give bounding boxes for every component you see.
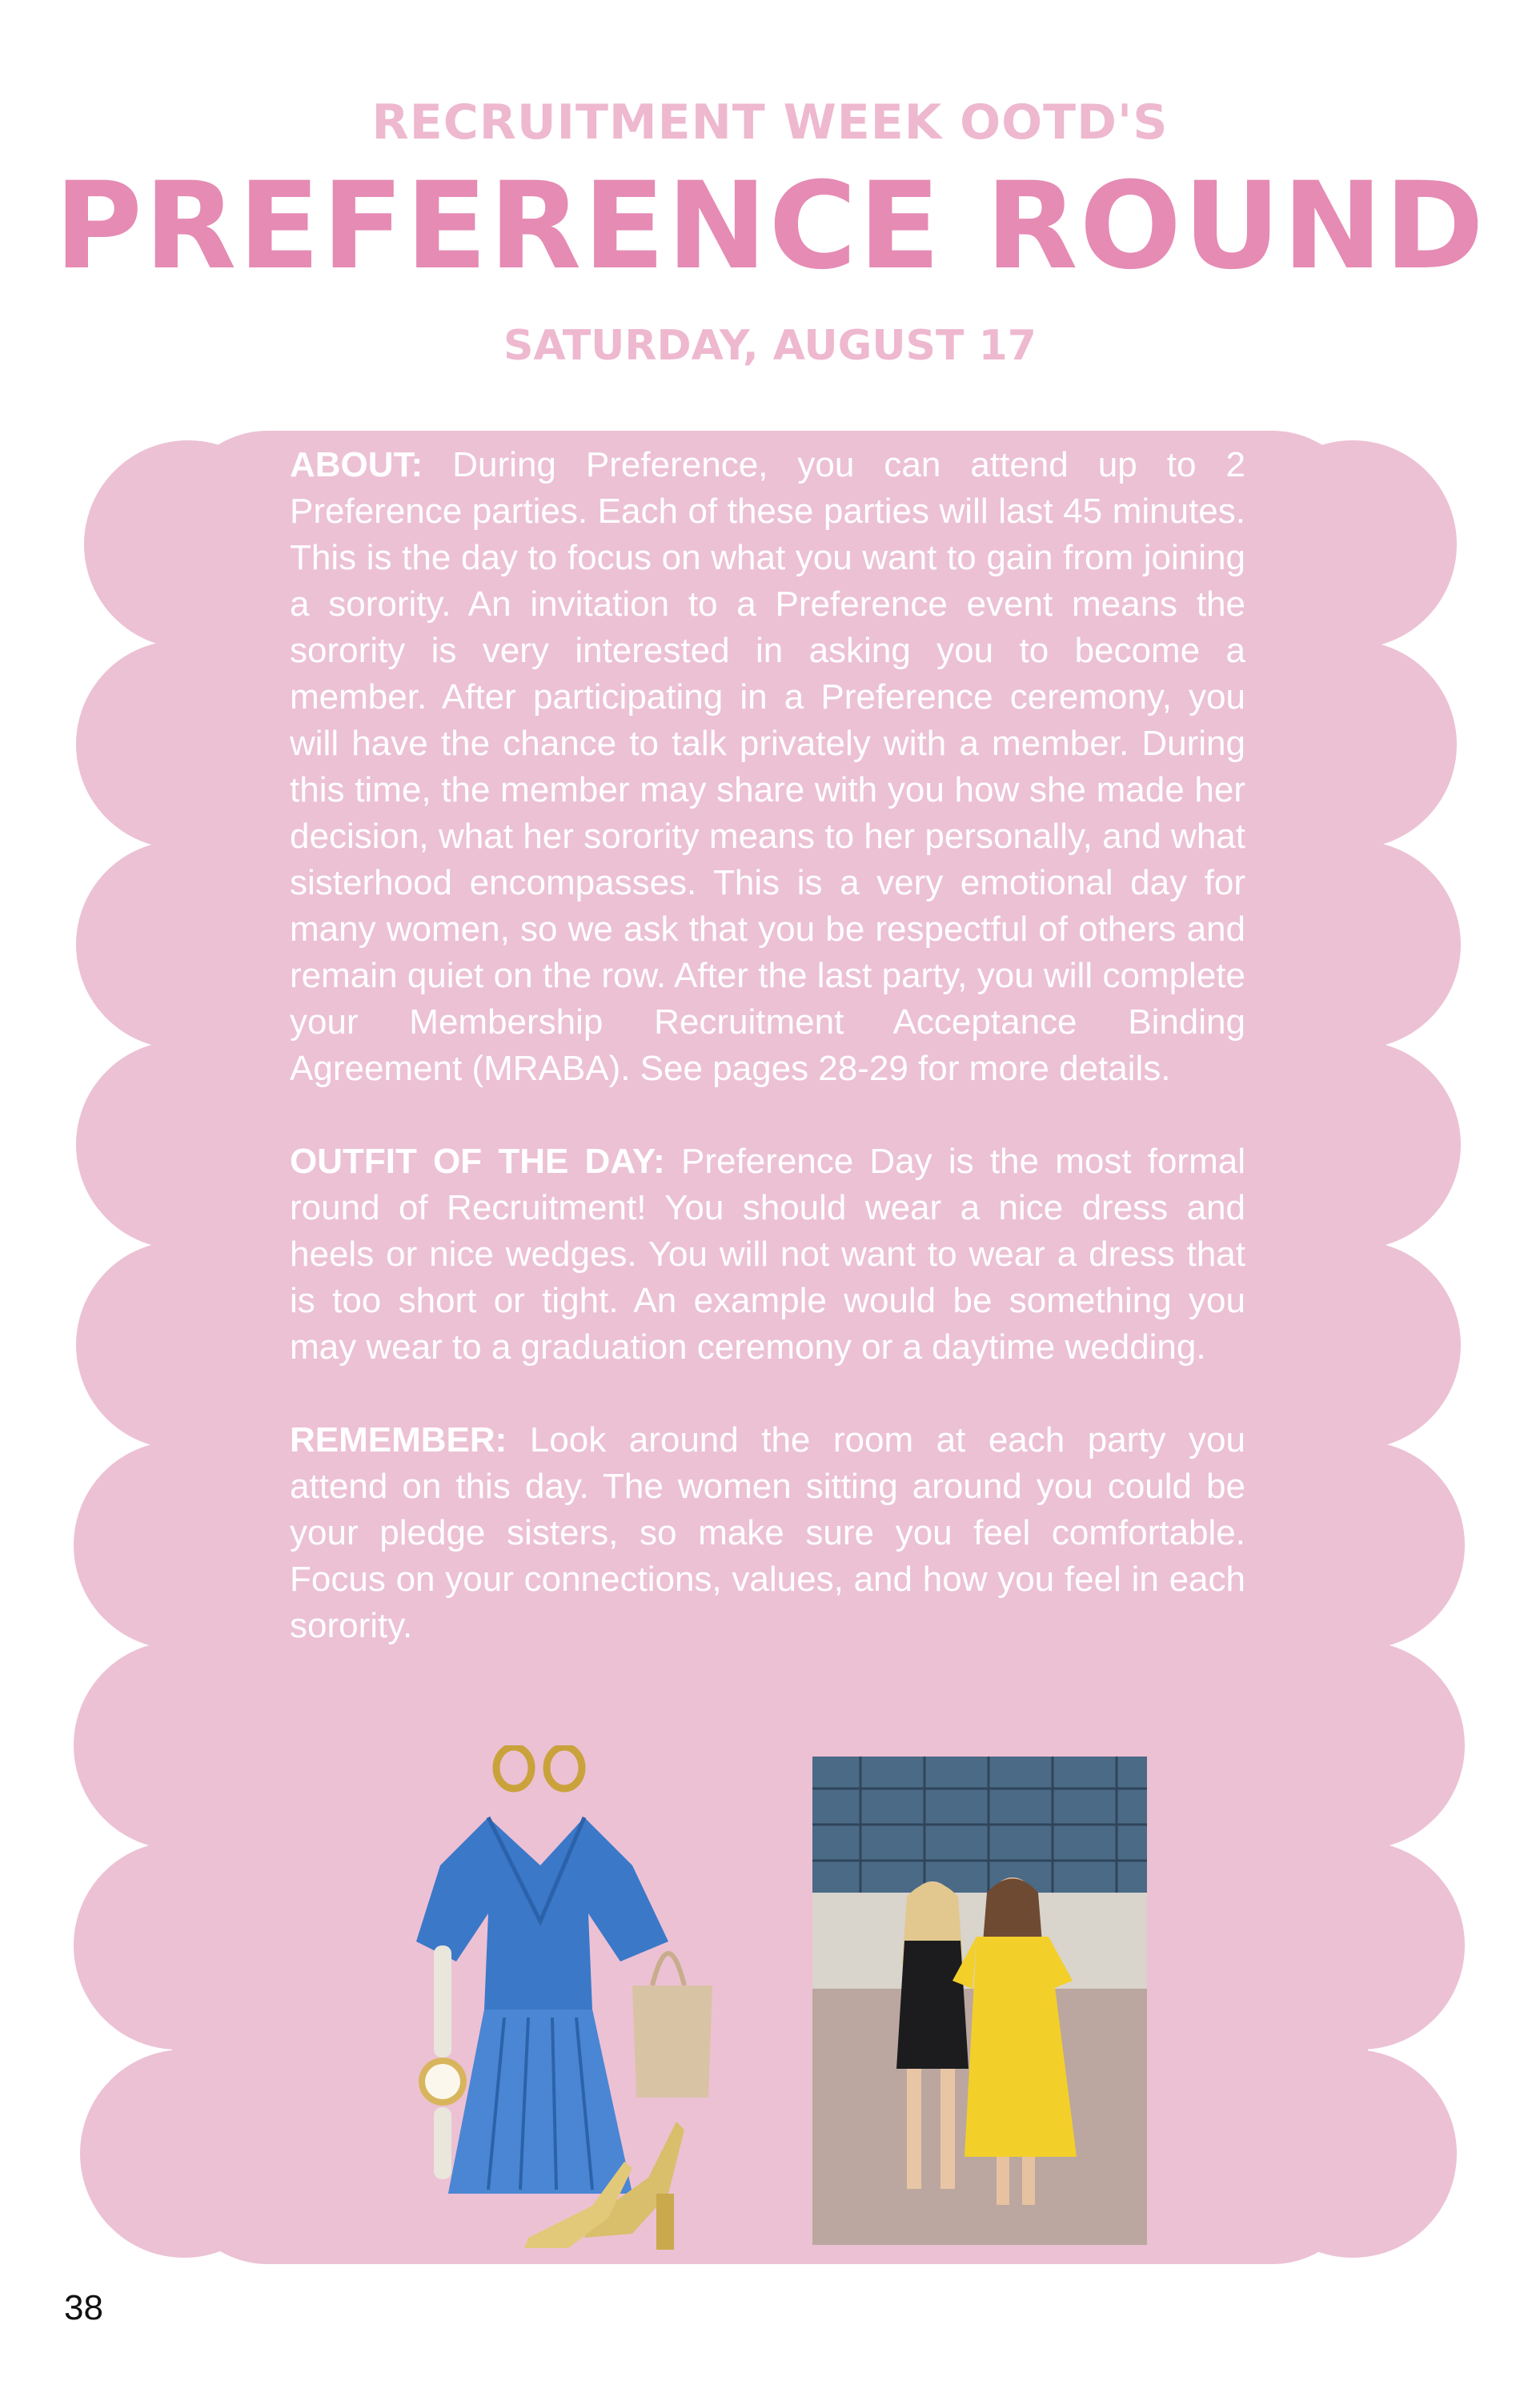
remember-section [290,1417,1245,1649]
hoop-earrings-icon [496,1747,582,1789]
blue-dress-icon [416,1817,668,2194]
outfit-label: OUTFIT OF THE DAY: [290,1142,665,1181]
page-title: PREFERENCE ROUND [54,157,1486,296]
content-area [290,442,1245,1696]
outfit-text: Preference Day is the most formal round of Recruitment! You should wear a nice dress and heels or nice wedges. You will not want to wear a dress that is too short or tight. An example would be something you may wear to a graduation ceremony or a daytime wedding. [290,1142,1245,1367]
women-photo [812,1757,1147,2245]
outfit-section [290,1138,1245,1371]
about-text: During Preference, you can attend up to 2 Preference parties. Each of these parties will last 45 minutes. This is the day to focus on what you want to gain from joining a sorority. An invitation to a Preference event means the sorority is very interested in asking you to become a member. After participating in a Preference ceremony, you will have the chance to talk privately with a member. During this time, the member may share with you how she made her decision, what her sorority means to her personally, and what sisterhood encompasses. This is a very emotional day for many women, so we ask that you be respectful of others and remain quiet on the row. After the last party, you will complete your Membership Recruitment Acceptance Binding Agreement (MRABA). See pages 28-29 for more details. [290,445,1245,1088]
event-date: SATURDAY, AUGUST 17 [503,322,1037,370]
tote-bag-icon [632,1953,712,2098]
remember-text: Look around the room at each party you attend on this day. The women sitting around you could be your pledge sisters, so make sure you feel comfortable. Focus on your connections, values, and how you feel in each sorority. [290,1420,1245,1645]
page-number: 38 [64,2288,103,2327]
about-label: ABOUT: [290,445,423,484]
remember-label: REMEMBER: [290,1420,507,1460]
page-kicker: RECRUITMENT WEEK OOTD'S [371,94,1169,151]
about-section [290,442,1245,1092]
outfit-collage [392,1745,736,2258]
